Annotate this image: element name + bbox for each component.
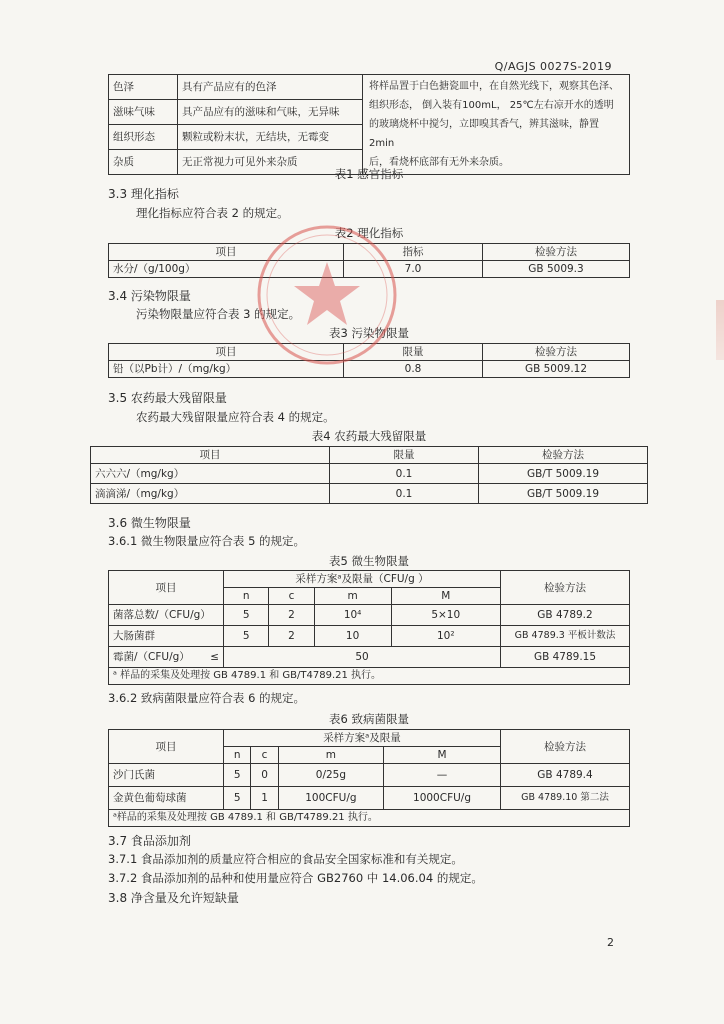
table-subheader-cell: m xyxy=(278,747,383,764)
table-cell: 无正常视力可见外来杂质 xyxy=(178,150,363,175)
section-3-7-heading: 3.7 食品添加剂 xyxy=(108,834,191,848)
table-row xyxy=(109,75,630,100)
pesticide-table xyxy=(90,446,648,504)
table-header-cell: 项目 xyxy=(109,730,224,764)
scan-edge-mark xyxy=(716,300,724,360)
table-cell: GB 4789.3 平板计数法 xyxy=(501,626,630,647)
table6-caption: 表6 致病菌限量 xyxy=(329,712,409,726)
table-header-cell: 检验方法 xyxy=(483,244,630,261)
company-seal-icon xyxy=(252,220,402,370)
table-row xyxy=(109,626,630,647)
table-header-cell: 限量 xyxy=(330,447,479,464)
table-cell: 滴滴涕/（mg/kg） xyxy=(91,484,330,504)
table-row xyxy=(91,464,648,484)
table-cell: 10 xyxy=(314,626,391,647)
table5-caption: 表5 微生物限量 xyxy=(329,554,409,568)
table-cell: 铅（以Pb计）/（mg/kg） xyxy=(109,361,344,378)
table-cell xyxy=(109,647,224,668)
table-cell: 10⁴ xyxy=(314,605,391,626)
section-3-3-text: 理化指标应符合表 2 的规定。 xyxy=(136,206,289,220)
table-cell: 1000CFU/g xyxy=(384,787,501,810)
table-cell: 水分/（g/100g） xyxy=(109,261,344,278)
table-cell: — xyxy=(384,764,501,787)
table-note: ᵃ 样品的采集及处理按 GB 4789.1 和 GB/T4789.21 执行。 xyxy=(109,668,630,685)
table-subheader-cell: c xyxy=(269,588,314,605)
table-cell: 5×10 xyxy=(391,605,500,626)
table-cell: 5 xyxy=(224,626,269,647)
table-cell: GB 5009.12 xyxy=(483,361,630,378)
table4-caption: 表4 农药最大残留限量 xyxy=(311,429,427,443)
table-cell: 色泽 xyxy=(109,75,178,100)
table-cell: 2 xyxy=(269,626,314,647)
table-cell: 滋味气味 xyxy=(109,100,178,125)
table-header-cell: 项目 xyxy=(109,571,224,605)
table-cell: 具有产品应有的色泽 xyxy=(178,75,363,100)
section-3-5-text: 农药最大残留限量应符合表 4 的规定。 xyxy=(136,410,335,424)
table-cell: 10² xyxy=(391,626,500,647)
table-header-cell: 指标 xyxy=(344,244,483,261)
table-header-cell: 项目 xyxy=(109,244,344,261)
section-3-4-text: 污染物限量应符合表 3 的规定。 xyxy=(136,307,301,321)
table-row xyxy=(91,447,648,464)
table-row xyxy=(109,647,630,668)
table-cell: 2 xyxy=(269,605,314,626)
table-cell: 六六六/（mg/kg） xyxy=(91,464,330,484)
table-cell: GB 4789.4 xyxy=(501,764,630,787)
table-cell: 0/25g xyxy=(278,764,383,787)
method-line: 组织形态， 倒入装有100mL， 25℃左右凉开水的透明 xyxy=(369,100,614,111)
section-3-3-heading: 3.3 理化指标 xyxy=(108,187,179,201)
table-cell: 具产品应有的滋味和气味，无异味 xyxy=(178,100,363,125)
table-cell: 0.1 xyxy=(330,484,479,504)
table-subheader-cell: M xyxy=(391,588,500,605)
table-cell: 5 xyxy=(224,605,269,626)
section-3-8-heading: 3.8 净含量及允许短缺量 xyxy=(108,891,239,905)
method-line: 的玻璃烧杯中搅匀，立即嗅其香气，辨其滋味，静置2min xyxy=(369,119,599,149)
table1-caption: 表1 感官指标 xyxy=(334,167,404,181)
table-cell: GB/T 5009.19 xyxy=(479,484,648,504)
table-note: ᵃ样品的采集及处理按 GB 4789.1 和 GB/T4789.21 执行。 xyxy=(109,810,630,827)
table-row xyxy=(109,605,630,626)
table-subheader-cell: n xyxy=(224,588,269,605)
method-line: 后，看烧杯底部有无外来杂质。 xyxy=(369,157,509,168)
table-subheader-cell: m xyxy=(314,588,391,605)
table-cell: GB 4789.10 第二法 xyxy=(501,787,630,810)
table-header-cell: 限量 xyxy=(344,344,483,361)
pathogen-table xyxy=(108,729,630,827)
section-3-7-1-text: 3.7.1 食品添加剂的质量应符合相应的食品安全国家标准和有关规定。 xyxy=(108,852,463,866)
table-row xyxy=(109,787,630,810)
section-3-5-heading: 3.5 农药最大残留限量 xyxy=(108,391,227,405)
table-cell: GB 4789.15 xyxy=(501,647,630,668)
sensory-method-cell xyxy=(363,75,630,175)
table-row xyxy=(109,571,630,588)
table-cell: 5 xyxy=(224,787,251,810)
section-3-4-heading: 3.4 污染物限量 xyxy=(108,289,191,303)
table-cell: 大肠菌群 xyxy=(109,626,224,647)
table-cell: 金黄色葡萄球菌 xyxy=(109,787,224,810)
table-header-cell: 项目 xyxy=(91,447,330,464)
table-cell: 5 xyxy=(224,764,251,787)
table-cell: 杂质 xyxy=(109,150,178,175)
table-row xyxy=(109,668,630,685)
table-row xyxy=(91,484,648,504)
table-header-cell: 项目 xyxy=(109,344,344,361)
page-number: 2 xyxy=(607,936,614,949)
table-header-cell: 检验方法 xyxy=(483,344,630,361)
table3-caption: 表3 污染物限量 xyxy=(329,326,409,340)
table-header-cell: 检验方法 xyxy=(479,447,648,464)
table2-caption: 表2 理化指标 xyxy=(334,226,404,240)
sensory-table xyxy=(108,74,630,175)
table-cell: 0 xyxy=(251,764,278,787)
table-header-cell: 检验方法 xyxy=(501,730,630,764)
section-3-6-2-text: 3.6.2 致病菌限量应符合表 6 的规定。 xyxy=(108,691,306,705)
table-header-cell: 检验方法 xyxy=(501,571,630,605)
table-cell: 7.0 xyxy=(344,261,483,278)
table-row xyxy=(109,730,630,747)
table-cell: GB/T 5009.19 xyxy=(479,464,648,484)
mold-item-label: 霉菌/（CFU/g） xyxy=(113,651,190,663)
table-header-cell: 采样方案ᵃ及限量 xyxy=(224,730,501,747)
table-cell: 100CFU/g xyxy=(278,787,383,810)
section-3-7-2-text: 3.7.2 食品添加剂的品种和使用量应符合 GB2760 中 14.06.04 的规定。 xyxy=(108,871,483,885)
microbial-table xyxy=(108,570,630,685)
table-cell: GB 5009.3 xyxy=(483,261,630,278)
table-cell: 菌落总数/（CFU/g） xyxy=(109,605,224,626)
table-cell: 0.8 xyxy=(344,361,483,378)
standard-code: Q/AGJS 0027S-2019 xyxy=(494,60,612,73)
table-subheader-cell: n xyxy=(224,747,251,764)
table-cell: 沙门氏菌 xyxy=(109,764,224,787)
table-cell: 1 xyxy=(251,787,278,810)
section-3-6-heading: 3.6 微生物限量 xyxy=(108,516,191,530)
table-subheader-cell: M xyxy=(384,747,501,764)
table-cell: 50 xyxy=(224,647,501,668)
table-header-cell: 采样方案ᵃ及限量（CFU/g ） xyxy=(224,571,501,588)
table-row xyxy=(109,810,630,827)
table-cell: 颗粒或粉末状，无结块，无霉变 xyxy=(178,125,363,150)
table-cell: 0.1 xyxy=(330,464,479,484)
mold-operator: ≤ xyxy=(210,651,219,663)
table-row xyxy=(109,764,630,787)
table-subheader-cell: c xyxy=(251,747,278,764)
table-cell: 组织形态 xyxy=(109,125,178,150)
section-3-6-1-text: 3.6.1 微生物限量应符合表 5 的规定。 xyxy=(108,534,306,548)
table-cell: GB 4789.2 xyxy=(501,605,630,626)
method-line: 将样品置于白色搪瓷皿中，在自然光线下，观察其色泽、 xyxy=(369,81,619,92)
